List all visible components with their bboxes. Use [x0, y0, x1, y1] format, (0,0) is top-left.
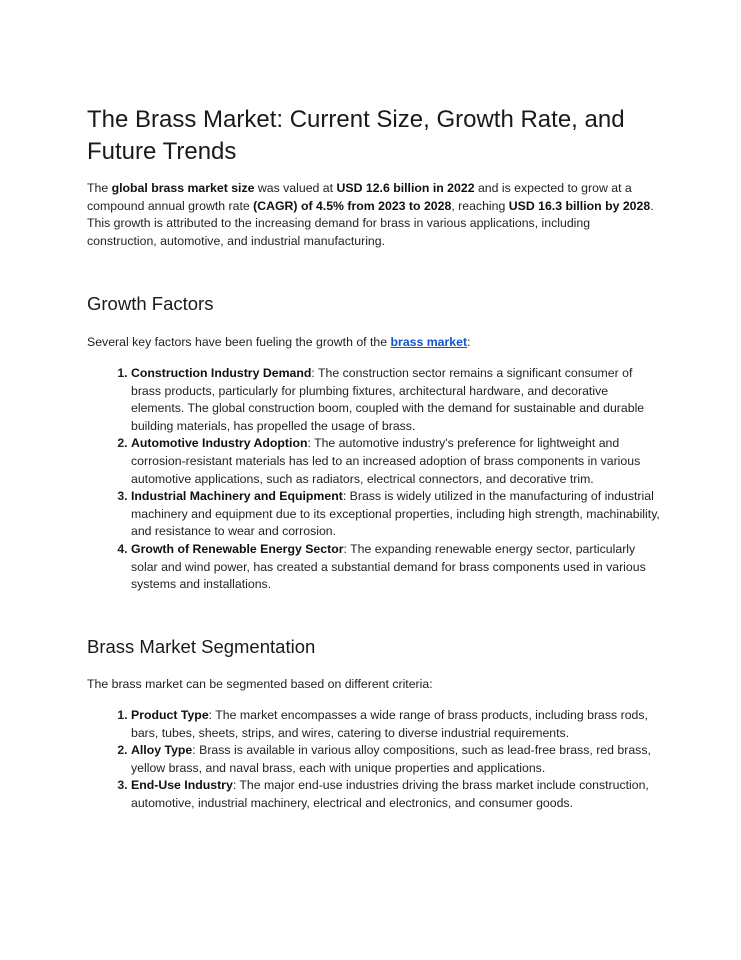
segmentation-lead: The brass market can be segmented based on different criteria: [87, 677, 433, 691]
list-item [131, 365, 661, 435]
list-item [131, 777, 661, 812]
item-text: : The major end-use industries driving the brass market include construction, automotive, industrial machinery, electrical and electronics, and consumer goods. [131, 778, 649, 810]
list-item [131, 541, 661, 594]
item-title: Alloy Type [131, 743, 193, 758]
intro-bold: USD 16.3 billion by 2028 [508, 198, 651, 213]
item-title: Industrial Machinery and Equipment [131, 489, 343, 504]
item-text: : The construction sector remains a significant consumer of brass products, particularly for plumbing fixtures, architectural hardware, and decorative elements. The global construction boom, coupled with the demand for sustainable and durable building materials, has propelled the usage of brass. [131, 366, 645, 433]
item-text: : Brass is widely utilized in the manufacturing of industrial machinery and equipment due to its exceptional properties, including high strength, machinability, and resistance to wear and corrosion. [131, 489, 660, 539]
intro-bold: global brass market size [111, 181, 255, 195]
list-item [131, 435, 661, 488]
item-title: Automotive Industry Adoption [131, 436, 308, 451]
item-title: End-Use Industry [131, 778, 233, 793]
growth-factors-heading: Growth Factors [87, 293, 214, 314]
intro-text: . This growth is attributed to the increasing demand for brass in various applications, including construction, automotive, and industrial manufacturing. [87, 198, 654, 248]
growth-factors-list [87, 365, 661, 594]
item-text: : The expanding renewable energy sector, particularly solar and wind power, has created a substantial demand for brass components used in various systems and installations. [131, 541, 646, 592]
intro-bold: USD 12.6 billion in 2022 [336, 181, 475, 195]
intro-text: , reaching [451, 198, 509, 213]
intro-text: was valued at [254, 181, 337, 195]
list-item [131, 707, 661, 742]
intro-text: and is expected to grow at a compound annual growth rate [87, 181, 632, 213]
page-title: The Brass Market: Current Size, Growth Rate, and Future Trends [87, 106, 625, 165]
item-title: Growth of Renewable Energy Sector [131, 541, 344, 556]
intro-text: The [87, 181, 112, 195]
item-text: : Brass is available in various alloy compositions, such as lead-free brass, red brass, yellow brass, and naval brass, each with unique properties and applications. [131, 743, 651, 775]
brass-market-link[interactable]: brass market [390, 335, 468, 349]
intro-paragraph [87, 180, 657, 250]
lead-text: : [467, 335, 471, 349]
item-text: : The market encompasses a wide range of brass products, including brass rods, bars, tubes, sheets, strips, and wires, catering to diverse industrial requirements. [131, 708, 648, 740]
segmentation-heading: Brass Market Segmentation [87, 636, 316, 657]
lead-text: Several key factors have been fueling the growth of the [87, 335, 391, 349]
item-text: : The automotive industry's preference for lightweight and corrosion-resistant materials has led to an increased adoption of brass components in various automotive applications, such as radiators, electrical connectors, and decorative trim. [131, 436, 641, 486]
list-item [131, 742, 661, 777]
item-title: Construction Industry Demand [131, 366, 312, 380]
growth-factors-lead [87, 334, 471, 352]
segmentation-list [87, 707, 661, 813]
intro-bold: (CAGR) of 4.5% from 2023 to 2028 [253, 198, 452, 213]
item-title: Product Type [131, 708, 209, 722]
list-item [131, 488, 661, 541]
